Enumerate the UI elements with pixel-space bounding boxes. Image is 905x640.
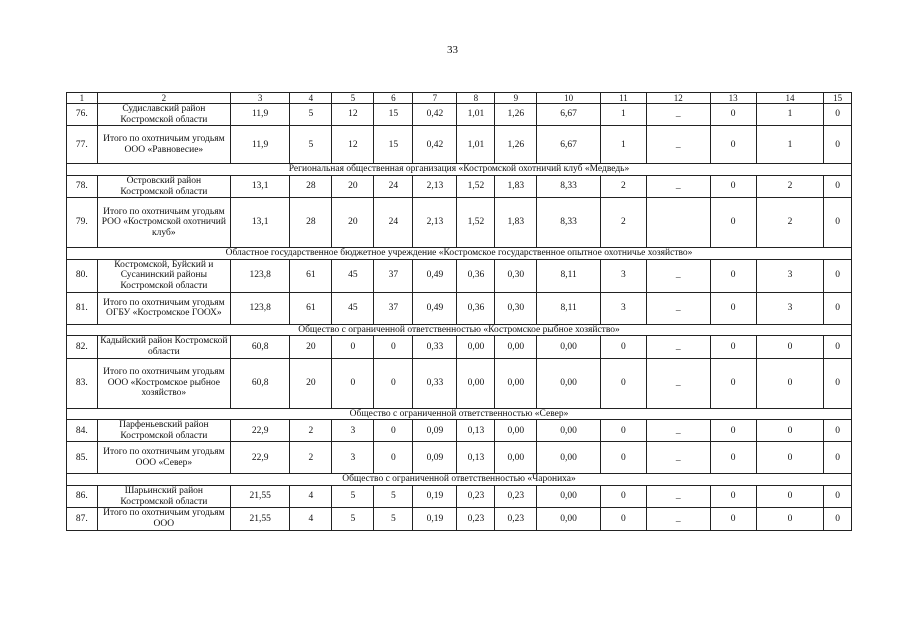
table-cell: 0,36: [457, 259, 495, 292]
table-cell: 2: [756, 198, 824, 248]
row-name: Островский район Костромской области: [97, 175, 230, 197]
table-row: [67, 508, 852, 530]
table-cell: [646, 198, 710, 248]
row-number: 84.: [67, 420, 98, 442]
table-cell: 0: [824, 198, 852, 248]
table-cell: 0,49: [413, 292, 457, 324]
section-title: Общество с ограниченной ответственностью «Север»: [67, 408, 852, 420]
table-cell: 2: [600, 198, 646, 248]
row-number: 79.: [67, 198, 98, 248]
table-cell: 0,19: [413, 486, 457, 508]
table-cell: 0: [710, 126, 756, 164]
row-number: 87.: [67, 508, 98, 530]
header-cell: 2: [97, 93, 230, 104]
row-name: Шарьинский район Костромской области: [97, 486, 230, 508]
table-cell: 0: [756, 442, 824, 474]
table-cell: 2,13: [413, 198, 457, 248]
table-cell: 4: [290, 508, 332, 530]
table-cell: 3: [600, 292, 646, 324]
row-number: 77.: [67, 126, 98, 164]
table-cell: 0,30: [495, 259, 537, 292]
table-row: [67, 126, 852, 164]
header-cell: 10: [537, 93, 601, 104]
table-cell: 15: [374, 104, 413, 126]
table-cell: 6,67: [537, 126, 601, 164]
table-cell: 5: [290, 126, 332, 164]
table-cell: 0,00: [537, 420, 601, 442]
table-cell: 15: [374, 126, 413, 164]
table-cell: 0,33: [413, 358, 457, 408]
table-cell: 0: [710, 292, 756, 324]
table-cell: 0: [710, 259, 756, 292]
table-cell: 0: [824, 508, 852, 530]
table-cell: 0,00: [495, 358, 537, 408]
row-number: 86.: [67, 486, 98, 508]
table-row: [67, 292, 852, 324]
table-cell: _: [646, 420, 710, 442]
table-cell: 123,8: [230, 259, 289, 292]
table-cell: 0: [824, 336, 852, 358]
table-cell: 21,55: [230, 486, 289, 508]
row-number: 81.: [67, 292, 98, 324]
row-number: 83.: [67, 358, 98, 408]
table-cell: 0,42: [413, 104, 457, 126]
table-cell: 24: [374, 198, 413, 248]
table-cell: 0,00: [537, 336, 601, 358]
header-cell: 15: [824, 93, 852, 104]
table-cell: 37: [374, 292, 413, 324]
table-cell: 0,30: [495, 292, 537, 324]
row-name: Итого по охотничьим угодьям ООО: [97, 508, 230, 530]
table-cell: 20: [290, 358, 332, 408]
table-cell: 2,13: [413, 175, 457, 197]
table-cell: 5: [374, 508, 413, 530]
section-title: Общество с ограниченной ответственностью «Костромское рыбное хозяйство»: [67, 324, 852, 336]
table-row: [67, 486, 852, 508]
table-cell: 24: [374, 175, 413, 197]
table-cell: 8,33: [537, 175, 601, 197]
table-cell: 0,19: [413, 508, 457, 530]
table-cell: 1,01: [457, 104, 495, 126]
table-cell: 61: [290, 259, 332, 292]
table-cell: 61: [290, 292, 332, 324]
section-title: Общество с ограниченной ответственностью «Чарониха»: [67, 474, 852, 486]
table-cell: 28: [290, 175, 332, 197]
table-cell: 1: [600, 126, 646, 164]
table-cell: 0,13: [457, 442, 495, 474]
header-cell: 8: [457, 93, 495, 104]
header-cell: 1: [67, 93, 98, 104]
table-row: [67, 358, 852, 408]
row-number: 78.: [67, 175, 98, 197]
table-cell: 0: [824, 175, 852, 197]
table-cell: 0: [824, 420, 852, 442]
table-cell: 0: [824, 442, 852, 474]
table-cell: _: [646, 259, 710, 292]
table-cell: 0,00: [537, 486, 601, 508]
table-cell: 5: [290, 104, 332, 126]
table-cell: 0,23: [495, 486, 537, 508]
table-cell: 0: [756, 486, 824, 508]
table-cell: 22,9: [230, 420, 289, 442]
table-cell: _: [646, 175, 710, 197]
table-cell: 3: [332, 442, 374, 474]
table-cell: 0,33: [413, 336, 457, 358]
table-cell: 4: [290, 486, 332, 508]
table-cell: 0: [710, 486, 756, 508]
table-row: [67, 336, 852, 358]
table-cell: 0: [756, 420, 824, 442]
table-cell: 123,8: [230, 292, 289, 324]
table-cell: 0: [710, 508, 756, 530]
row-name: Судиславский район Костромской области: [97, 104, 230, 126]
table-cell: 20: [332, 175, 374, 197]
table-cell: 37: [374, 259, 413, 292]
header-cell: 5: [332, 93, 374, 104]
row-name: Костромской, Буйский и Сусанинский районы Костромской области: [97, 259, 230, 292]
header-cell: 14: [756, 93, 824, 104]
table-cell: 0: [756, 336, 824, 358]
row-number: 80.: [67, 259, 98, 292]
section-title: Областное государственное бюджетное учреждение «Костромское государственное опытное охотничье хозяйство»: [67, 248, 852, 260]
table-cell: 0,00: [495, 336, 537, 358]
table-cell: 0,00: [457, 358, 495, 408]
table-cell: 0,23: [457, 508, 495, 530]
table-cell: 0: [824, 126, 852, 164]
table-cell: 0: [710, 198, 756, 248]
table-cell: 0,36: [457, 292, 495, 324]
table-cell: 5: [374, 486, 413, 508]
table-cell: 60,8: [230, 336, 289, 358]
table-cell: 6,67: [537, 104, 601, 126]
table-cell: 21,55: [230, 508, 289, 530]
table-cell: 0,00: [537, 508, 601, 530]
table-row: [67, 442, 852, 474]
table-cell: 2: [600, 175, 646, 197]
table-cell: 3: [600, 259, 646, 292]
table-cell: 45: [332, 259, 374, 292]
table-cell: 1,26: [495, 104, 537, 126]
table-cell: 0: [332, 358, 374, 408]
table-cell: 0,23: [457, 486, 495, 508]
table-cell: 0: [600, 442, 646, 474]
table-cell: 0: [824, 104, 852, 126]
section-row: [67, 164, 852, 176]
table-cell: _: [646, 486, 710, 508]
table-cell: 0,00: [537, 442, 601, 474]
table-cell: 45: [332, 292, 374, 324]
table-row: [67, 259, 852, 292]
table-cell: 0,49: [413, 259, 457, 292]
table-cell: 0: [756, 508, 824, 530]
table-cell: 0: [824, 292, 852, 324]
table-cell: 22,9: [230, 442, 289, 474]
table-cell: 3: [756, 292, 824, 324]
table-cell: 28: [290, 198, 332, 248]
header-cell: 7: [413, 93, 457, 104]
table-cell: 1,83: [495, 175, 537, 197]
header-cell: 6: [374, 93, 413, 104]
section-row: [67, 324, 852, 336]
table-cell: 13,1: [230, 198, 289, 248]
table-cell: 0: [710, 442, 756, 474]
table-cell: _: [646, 292, 710, 324]
table-cell: _: [646, 104, 710, 126]
table-cell: _: [646, 358, 710, 408]
header-cell: 11: [600, 93, 646, 104]
table-cell: 1,26: [495, 126, 537, 164]
table-cell: 0,09: [413, 420, 457, 442]
header-cell: 4: [290, 93, 332, 104]
page-number: 33: [447, 44, 458, 56]
table-cell: 0,23: [495, 508, 537, 530]
section-row: [67, 408, 852, 420]
table-cell: 0: [710, 336, 756, 358]
table-cell: 60,8: [230, 358, 289, 408]
table-body: [67, 104, 852, 531]
row-number: 85.: [67, 442, 98, 474]
table-cell: 20: [290, 336, 332, 358]
table-cell: 0,00: [495, 420, 537, 442]
row-name: Итого по охотничьим угодьям ОГБУ «Костромское ГООХ»: [97, 292, 230, 324]
row-number: 76.: [67, 104, 98, 126]
table-cell: 0: [710, 175, 756, 197]
table-cell: 0,42: [413, 126, 457, 164]
section-row: [67, 248, 852, 260]
header-cell: 3: [230, 93, 289, 104]
table-cell: 1,52: [457, 198, 495, 248]
table-cell: 0: [600, 508, 646, 530]
table-cell: 1,52: [457, 175, 495, 197]
table-cell: 0: [374, 442, 413, 474]
table-row: [67, 198, 852, 248]
row-name: Итого по охотничьим угодьям РОО «Костромской охотничий клуб»: [97, 198, 230, 248]
table-cell: 0: [374, 420, 413, 442]
table-cell: 11,9: [230, 104, 289, 126]
table-cell: 0: [710, 358, 756, 408]
table-cell: 0: [756, 358, 824, 408]
header-cell: 13: [710, 93, 756, 104]
row-name: Итого по охотничьим угодьям ООО «Костромское рыбное хозяйство»: [97, 358, 230, 408]
table-cell: 0: [824, 358, 852, 408]
table-cell: 0,09: [413, 442, 457, 474]
row-name: Кадыйский район Костромской области: [97, 336, 230, 358]
table-cell: 12: [332, 126, 374, 164]
table-cell: 0,00: [495, 442, 537, 474]
header-cell: 12: [646, 93, 710, 104]
table-cell: _: [646, 336, 710, 358]
table-cell: 0: [824, 259, 852, 292]
section-title: Региональная общественная организация «Костромской охотничий клуб «Медведь»: [67, 164, 852, 176]
table-cell: _: [646, 508, 710, 530]
table-cell: 3: [756, 259, 824, 292]
table-cell: 0: [710, 420, 756, 442]
table-cell: 0: [374, 358, 413, 408]
table-cell: 0,00: [537, 358, 601, 408]
table-cell: 5: [332, 508, 374, 530]
table-cell: 1,01: [457, 126, 495, 164]
row-name: Парфеньевский район Костромской области: [97, 420, 230, 442]
table-cell: 0: [600, 486, 646, 508]
table-cell: 2: [290, 420, 332, 442]
table-cell: _: [646, 442, 710, 474]
table-cell: 8,11: [537, 259, 601, 292]
table-cell: 0: [600, 420, 646, 442]
table-row: [67, 420, 852, 442]
table-cell: 1: [600, 104, 646, 126]
table-cell: 0,13: [457, 420, 495, 442]
table-cell: 2: [756, 175, 824, 197]
table-cell: 0: [374, 336, 413, 358]
table-cell: 1: [756, 104, 824, 126]
table-cell: 0: [824, 486, 852, 508]
table-cell: 0: [710, 104, 756, 126]
table-cell: 8,33: [537, 198, 601, 248]
table-cell: 0,00: [457, 336, 495, 358]
row-name: Итого по охотничьим угодьям ООО «Север»: [97, 442, 230, 474]
table-row: [67, 175, 852, 197]
row-name: Итого по охотничьим угодьям ООО «Равновесие»: [97, 126, 230, 164]
table-cell: _: [646, 126, 710, 164]
table-cell: 1,83: [495, 198, 537, 248]
header-row: [67, 93, 852, 104]
table-cell: 11,9: [230, 126, 289, 164]
table-cell: 13,1: [230, 175, 289, 197]
table-cell: 8,11: [537, 292, 601, 324]
table-cell: 2: [290, 442, 332, 474]
table-cell: 1: [756, 126, 824, 164]
table-cell: 20: [332, 198, 374, 248]
table-cell: 3: [332, 420, 374, 442]
table-cell: 0: [332, 336, 374, 358]
table-cell: 0: [600, 336, 646, 358]
data-table: [66, 92, 852, 531]
header-cell: 9: [495, 93, 537, 104]
table-cell: 0: [600, 358, 646, 408]
table-cell: 12: [332, 104, 374, 126]
table-row: [67, 104, 852, 126]
table-cell: 5: [332, 486, 374, 508]
row-number: 82.: [67, 336, 98, 358]
section-row: [67, 474, 852, 486]
